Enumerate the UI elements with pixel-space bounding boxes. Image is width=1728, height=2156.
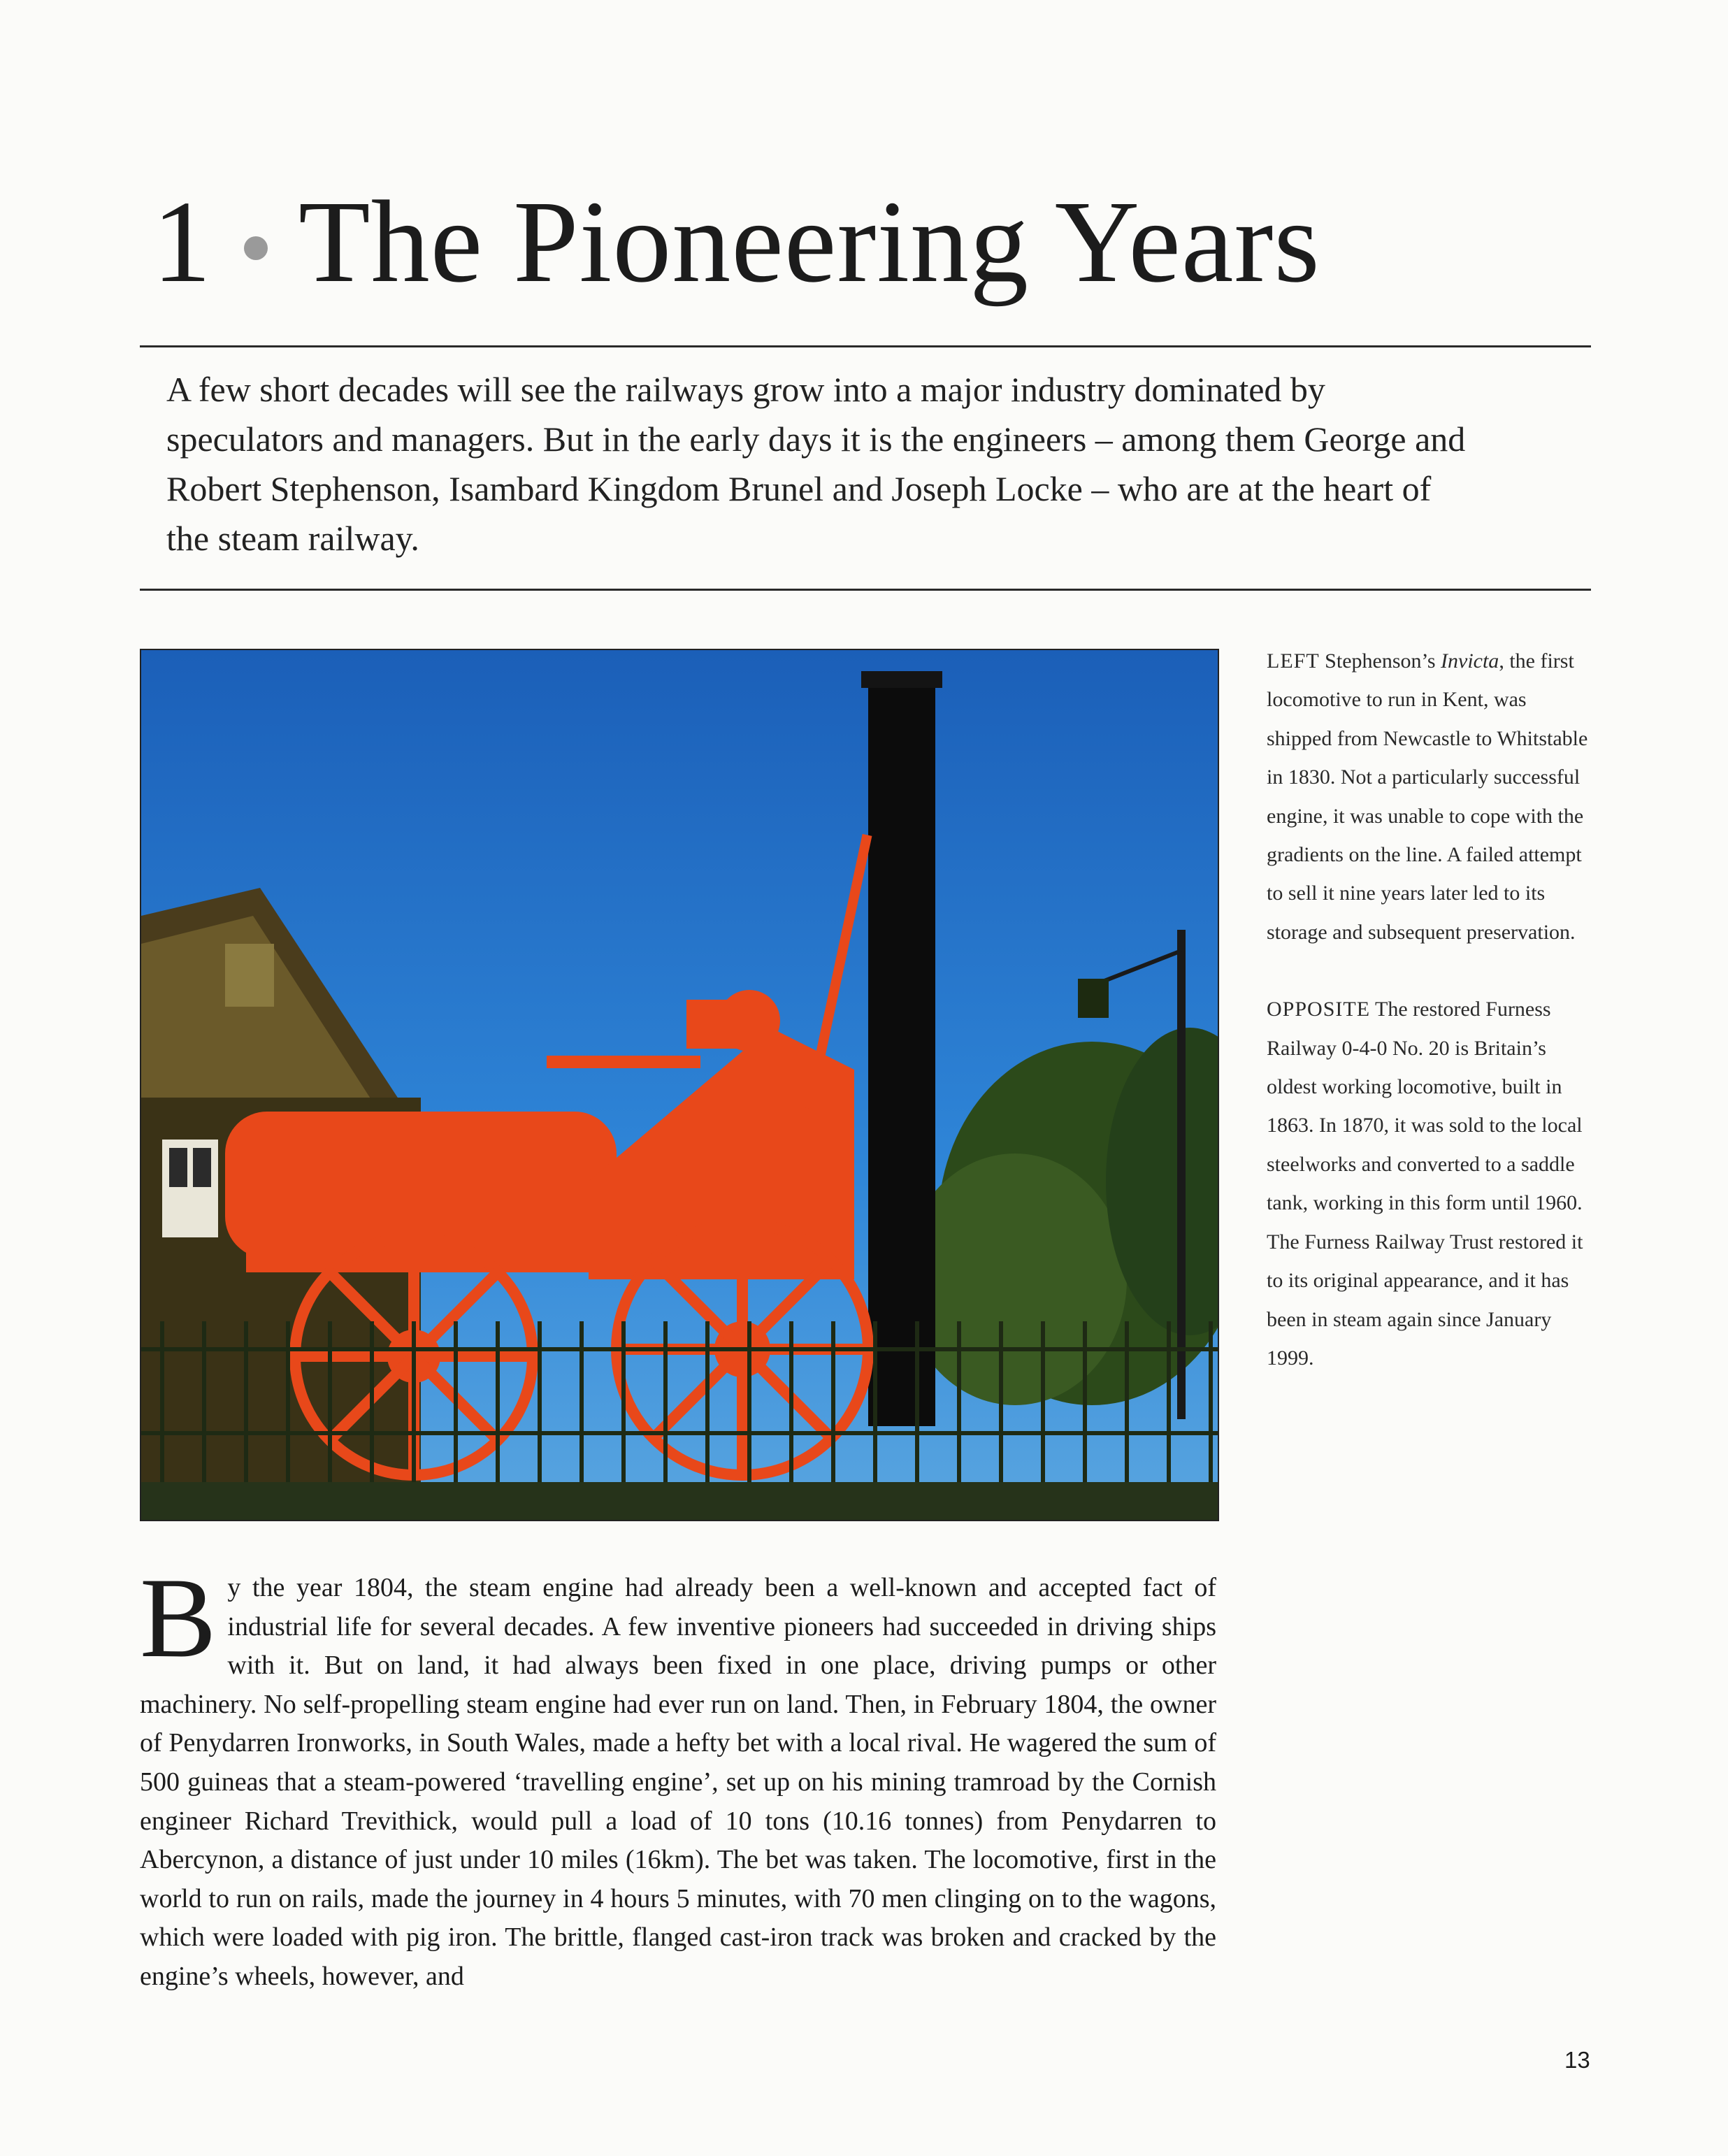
bottom-divider xyxy=(140,589,1591,591)
chimney xyxy=(868,671,935,1426)
chapter-heading: The Pioneering Years xyxy=(298,177,1320,307)
caption-left-text-after: , the first locomotive to run in Kent, was shipped from Newcastle to Whitstable in 1830. Not a particularly successful engine, it was unable to cope with the gradients on the line. A failed attempt to sell it nine years later led to its storage and subsequent preservation. xyxy=(1267,649,1588,944)
top-divider xyxy=(140,345,1591,347)
caption-left-label: LEFT xyxy=(1267,649,1320,673)
page-number: 13 xyxy=(1564,2047,1590,2073)
locomotive-photo xyxy=(140,649,1219,1521)
caption-left-text-before: Stephenson’s xyxy=(1325,649,1436,673)
intro-paragraph: A few short decades will see the railways grow into a major industry dominated by speculators and managers. But in the early days it is the engineers – among them George and Robert Stephenson, Isambard Kingdom Brunel and Joseph Locke – who are at the heart of the steam railway. xyxy=(166,370,1466,558)
caption-opposite-text: The restored Furness Railway 0-4-0 No. 20 is Britain’s oldest working locomotive, built in 1863. In 1870, it was sold to the local steelworks and converted to a saddle tank, working in this form until 1960. The Furness Railway Trust restored it to its original appearance, and it has been in steam again since January 1999. xyxy=(1267,998,1583,1370)
ground xyxy=(141,1482,1218,1520)
caption-left xyxy=(1267,642,1595,951)
caption-left-italic: Invicta xyxy=(1441,649,1499,673)
drop-cap: B xyxy=(140,1555,217,1681)
chapter-number: 1 xyxy=(152,177,212,307)
caption-opposite xyxy=(1267,990,1595,1377)
body-text: y the year 1804, the steam engine had already been a well-known and accepted fact of industrial life for several decades. A few inventive pioneers had succeeded in driving ships with it. But on land, it had always been fixed in one place, driving pumps or other machinery. No self-propelling steam engine had ever run on land. Then, in February 1804, the owner of Penydarren Ironworks, in South Wales, made a hefty bet with a local rival. He wagered the sum of 500 guineas that a steam-powered ‘travelling engine’, set up on his mining tramroad by the Cornish engineer Richard Trevithick, would pull a load of 10 tons (10.16 tonnes) from Penydarren to Abercynon, a distance of just under 10 miles (16km). The bet was taken. The locomotive, first in the world to run on rails, made the journey in 4 hours 5 minutes, with 70 men clinging on to the wagons, which were loaded with pig iron. The brittle, flanged cast-iron track was broken and cracked by the engine’s wheels, however, and xyxy=(140,1573,1216,1991)
caption-opposite-label: OPPOSITE xyxy=(1267,998,1371,1021)
chapter-title xyxy=(152,177,1320,307)
captions xyxy=(1267,642,1595,1377)
body-paragraph xyxy=(140,1555,1216,1997)
bullet-icon xyxy=(244,236,268,260)
